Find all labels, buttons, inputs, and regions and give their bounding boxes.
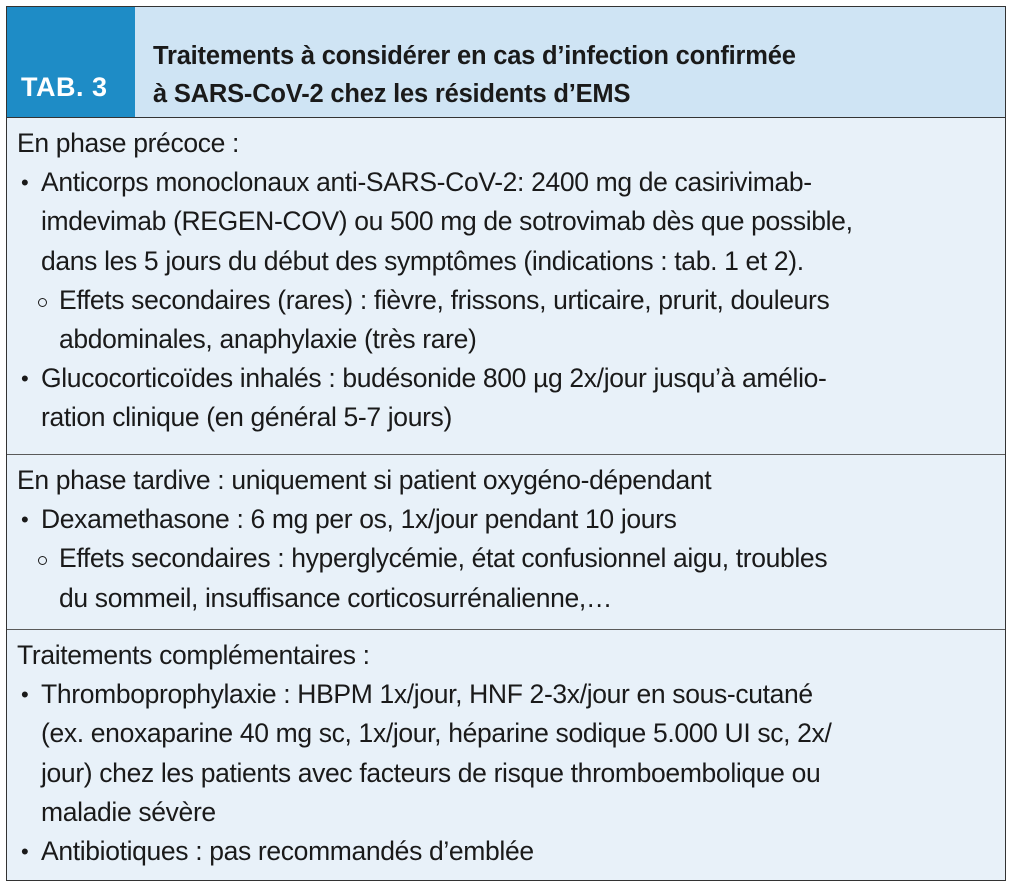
- list-item-line: jour) chez les patients avec facteurs de risque thromboembolique ou: [41, 757, 821, 788]
- list-item-line: ration clinique (en général 5-7 jours): [41, 402, 452, 433]
- sub-bullet-marker: [38, 298, 47, 307]
- table-title-line: Traitements à considérer en cas d’infection confirmée: [153, 42, 796, 70]
- bullet-marker: •: [21, 170, 29, 196]
- bullet-marker: •: [21, 507, 29, 533]
- table-section: [7, 454, 1005, 630]
- list-item-line: dans les 5 jours du début des symptômes (indications : tab. 1 et 2).: [41, 245, 804, 276]
- table-number: TAB. 3: [21, 72, 108, 102]
- treatment-table: [6, 6, 1006, 881]
- list-item-line: (ex. enoxaparine 40 mg sc, 1x/jour, héparine sodique 5.000 UI sc, 2x/: [41, 718, 832, 749]
- bullet-marker: •: [21, 839, 29, 864]
- sub-item-line: Effets secondaires : hyperglycémie, état confusionnel aigu, troubles: [59, 543, 828, 574]
- table-section: [7, 629, 1005, 883]
- section-heading: Traitements complémentaires :: [17, 640, 370, 670]
- table-body: [7, 118, 1005, 880]
- sub-item-line: Effets secondaires (rares) : fièvre, frissons, urticaire, prurit, douleurs: [59, 284, 830, 315]
- table-title-line: à SARS-CoV-2 chez les résidents d’EMS: [153, 80, 631, 108]
- table-header: [7, 7, 1005, 118]
- sub-item-line: du sommeil, insuffisance corticosurrénalienne,…: [59, 582, 613, 613]
- bullet-marker: •: [21, 682, 29, 708]
- list-item-line: Glucocorticoïdes inhalés : budésonide 800 µg 2x/jour jusqu’à amélio-: [41, 363, 827, 394]
- section-heading: En phase tardive : uniquement si patient oxygéno-dépendant: [17, 465, 712, 495]
- sub-item-line: abdominales, anaphylaxie (très rare): [59, 324, 477, 354]
- list-item-line: imdevimab (REGEN-COV) ou 500 mg de sotrovimab dès que possible,: [41, 206, 853, 237]
- sub-bullet-marker: [38, 556, 47, 565]
- list-item-line: maladie sévère: [41, 796, 216, 827]
- list-item-line: Anticorps monoclonaux anti-SARS-CoV-2: 2400 mg de casirivimab-: [41, 167, 812, 198]
- bullet-marker: •: [21, 366, 29, 392]
- list-item-line: Thromboprophylaxie : HBPM 1x/jour, HNF 2-3x/jour en sous-cutané: [41, 679, 813, 710]
- table-title: [153, 37, 985, 113]
- table-number-badge: [7, 7, 135, 117]
- list-item-line: Antibiotiques : pas recommandés d’emblée: [41, 836, 534, 866]
- table-section: [7, 118, 1005, 454]
- section-heading: En phase précoce :: [17, 128, 240, 158]
- list-item-line: Dexamethasone : 6 mg per os, 1x/jour pendant 10 jours: [41, 504, 677, 535]
